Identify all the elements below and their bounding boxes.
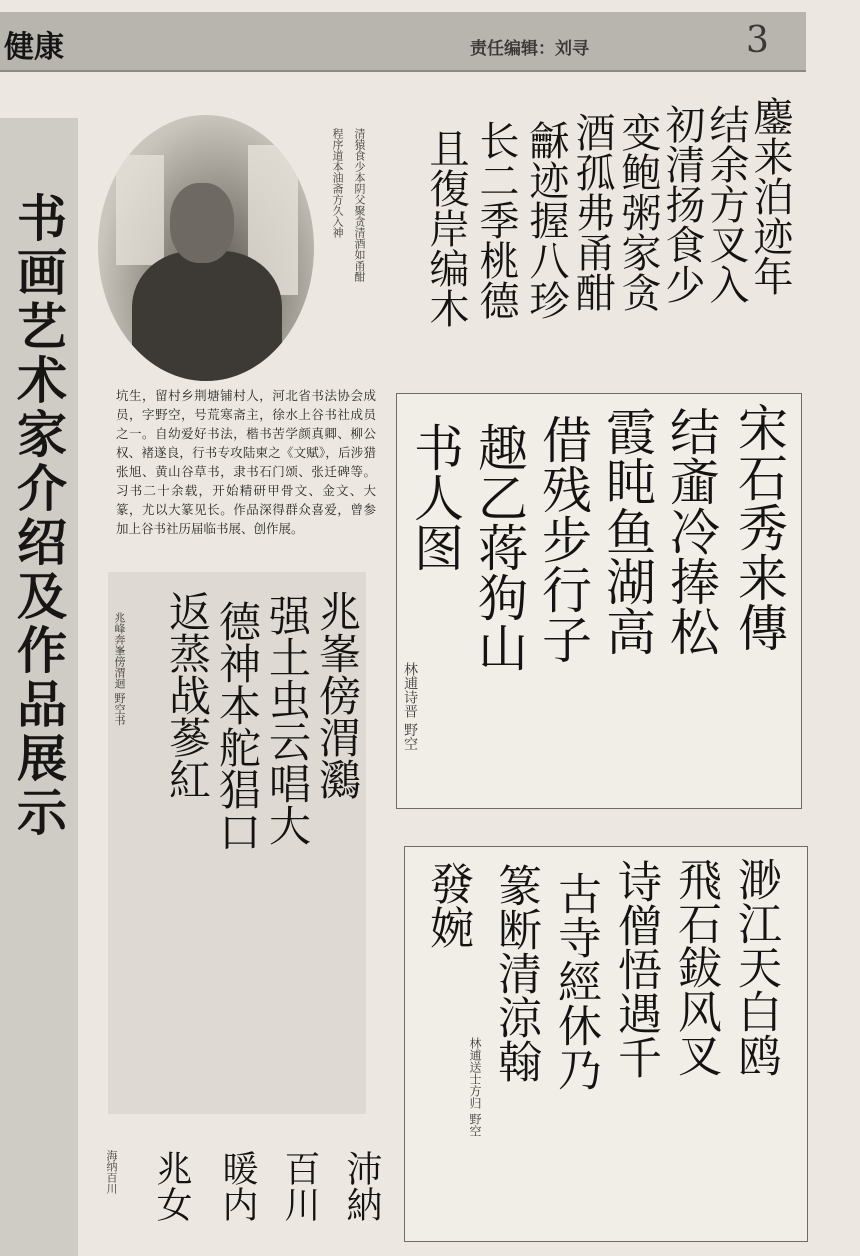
work-bl-inscription: 兆峰奔峯傍渭迴 野空书: [113, 612, 126, 726]
work-strip-col-3: 暖内: [217, 1150, 258, 1222]
work-strip-inscription: 海纳百川: [105, 1150, 118, 1194]
work-mid-col-3: 霞盹鱼湖高: [598, 406, 656, 656]
work-top-inscription-1: 程序道本油斋方久入神: [331, 128, 344, 238]
editor-credit: 责任编辑：刘寻: [470, 39, 589, 59]
work-middle-right: [396, 393, 802, 809]
work-top-inscription-2: 清猿食少本阴父聚贪清酒如甬酣: [353, 128, 366, 282]
work-top-col-2: 结余方叉入: [703, 104, 749, 304]
work-br-inscription: 林逋送士方归 野空: [468, 1037, 482, 1137]
work-br-col-6: 發婉: [422, 861, 473, 949]
page-number: 3: [746, 20, 769, 61]
work-bl-col-1: 兆峯傍渭鸂: [313, 590, 362, 800]
work-mid-inscription: 林逋诗晋 野空: [402, 662, 418, 751]
artist-bio: 坑生，留村乡荆塘铺村人，河北省书法协会成员，字野空，号荒寒斋主，徐水上谷书社成员之一。自幼爱好书法，楷书苦学颜真卿、柳公权、褚遂良，行书专攻陆柬之《文赋》，后涉猎张旭、黄山谷草书，隶书石门颂、张迁碑等。习书二十余载，开始精研甲骨文、金文、大篆，尤以大篆见长。作品深得群众喜爱，曾参加上谷书社历届临书展、创作展。: [116, 388, 376, 536]
work-top-col-4: 变鲍粥家贪: [615, 112, 661, 312]
work-br-col-3: 诗僧悟遇千: [610, 859, 661, 1079]
work-bl-col-4: 返蒸战蔘紅: [163, 590, 212, 800]
work-top-col-6: 龢迹握八珍: [523, 120, 569, 320]
work-top-col-1: 鏖来泊迹年: [747, 96, 793, 296]
page-header: [0, 12, 806, 72]
work-mid-col-6: 书人图: [406, 422, 464, 572]
photo-figure-head: [170, 183, 234, 263]
work-top-col-8: 且復岸编木: [423, 128, 469, 328]
work-strip-col-1: 沛納: [341, 1150, 382, 1222]
work-br-col-2: 飛石鈸风叉: [670, 857, 721, 1077]
work-top-col-3: 初清扬食少: [659, 104, 705, 304]
work-top-col-7: 长二季桃德: [473, 120, 519, 320]
work-mid-col-2: 结齑冷捧松: [662, 406, 720, 656]
work-mid-col-5: 趣乙蒋狗山: [470, 422, 528, 672]
work-strip-col-2: 百川: [279, 1150, 320, 1222]
photo-scroll-left: [116, 155, 164, 265]
work-bl-col-2: 强土虫云唱大: [263, 594, 312, 846]
work-mid-col-1: 宋石秀来傳: [730, 402, 788, 652]
vertical-title: 书画艺术家介绍及作品展示: [9, 192, 67, 840]
work-strip-col-4: 兆女: [151, 1150, 192, 1222]
work-mid-col-4: 借残步行子: [534, 414, 592, 664]
work-br-col-5: 篆断清涼翰: [490, 863, 541, 1083]
work-bottom-right: [404, 846, 808, 1242]
work-br-col-4: 古寺經休乃: [550, 871, 601, 1091]
artist-photo: [98, 115, 314, 381]
work-br-col-1: 渺江天白鸥: [730, 857, 781, 1077]
work-bottom-left: [108, 572, 366, 1114]
photo-figure-body: [132, 251, 282, 381]
section-title: 健康: [4, 30, 64, 65]
work-bl-col-3: 德神本舵猖口: [213, 600, 262, 852]
work-top-col-5: 酒孤弗甬酣: [569, 112, 615, 312]
